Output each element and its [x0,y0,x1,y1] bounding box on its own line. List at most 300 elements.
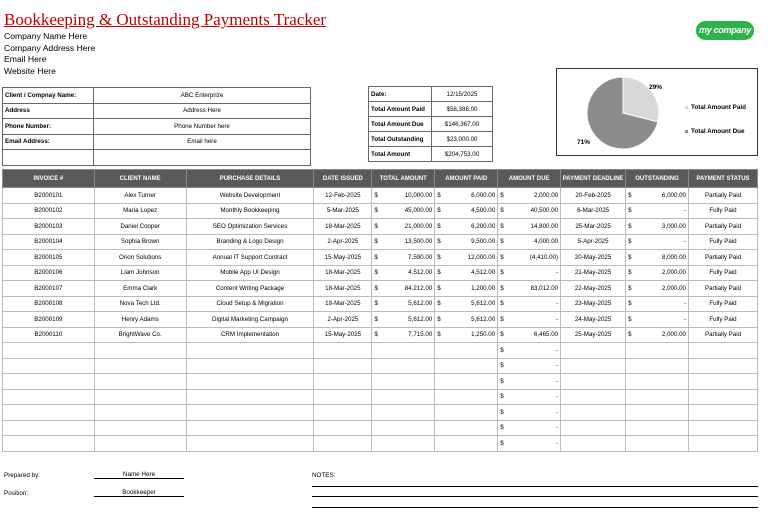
cell-date: 12-Feb-2025 [314,188,372,204]
cell-deadline: 5-Apr-2025 [561,234,626,250]
table-row [3,281,758,297]
column-header: PAYMENT DEADLINE [561,170,626,188]
summary-row [369,132,493,147]
summary-label: Total Outstanding [369,132,432,147]
table-row [3,327,758,343]
client-info-label [3,150,94,166]
cell-invoice [3,389,95,405]
table-row-empty [3,405,758,421]
cell-client [94,358,186,374]
cell-due-value: 14,800.00 [530,222,559,230]
cell-paid [435,327,498,343]
cell-due-value: - [556,393,559,401]
column-header: TOTAL AMOUNT [372,170,435,188]
cell-deadline: 21-May-2025 [561,265,626,281]
cell-date [314,343,372,359]
payment-pie-chart [556,68,758,156]
cell-due [498,250,561,266]
table-row [3,203,758,219]
cell-date: 5-Mar-2025 [314,203,372,219]
cell-total-value: 5,612.00 [408,315,433,323]
table-header-row [3,170,758,188]
currency-symbol: $ [500,207,504,215]
currency-symbol: $ [500,284,504,292]
cell-paid [435,436,498,452]
currency-symbol: $ [628,191,632,199]
cell-date [314,436,372,452]
currency-symbol: $ [437,253,441,261]
column-header: DATE ISSUED [314,170,372,188]
cell-paid [435,250,498,266]
legend-label-due: Total Amount Due [691,128,745,135]
table-row [3,188,758,204]
column-header: CLIENT NAME [94,170,186,188]
cell-total [372,405,435,421]
cell-deadline: 6-Mar-2025 [561,203,626,219]
cell-due [498,327,561,343]
notes-line-1 [312,486,758,487]
cell-details: SEO Optimization Services [186,219,314,235]
cell-deadline: 22-May-2025 [561,281,626,297]
cell-total [372,436,435,452]
column-header: INVOICE # [3,170,95,188]
table-row-empty [3,436,758,452]
cell-outstanding [626,436,689,452]
cell-due-value: - [556,362,559,370]
client-info-value: Email here [94,134,311,150]
cell-paid [435,405,498,421]
column-header: OUTSTANDING [626,170,689,188]
cell-status [689,343,758,359]
cell-due-value: 4,000.00 [534,238,559,246]
currency-symbol: $ [437,207,441,215]
column-header: PURCHASE DETAILS [186,170,314,188]
currency-symbol: $ [500,408,504,416]
cell-due-value: - [556,269,559,277]
cell-details: Monthly Bookkeeping [186,203,314,219]
cell-total-value: 5,612.00 [408,300,433,308]
company-name: Company Name Here [4,31,88,41]
cell-outstanding [626,343,689,359]
cell-client [94,405,186,421]
cell-paid [435,343,498,359]
summary-label: Date: [369,87,432,102]
cell-outstanding [626,265,689,281]
currency-symbol: $ [500,331,504,339]
cell-date: 18-Mar-2025 [314,281,372,297]
cell-deadline [561,389,626,405]
summary-label: Total Amount Due [369,117,432,132]
summary-value: 12/15/2025 [432,87,493,102]
currency-symbol: $ [500,253,504,261]
currency-symbol: $ [437,238,441,246]
cell-invoice: B2000105 [3,250,95,266]
cell-status: Partially Paid [689,281,758,297]
cell-outstanding-value: 2,000.00 [661,331,686,339]
notes-label: NOTES: [312,472,336,479]
cell-due [498,405,561,421]
cell-status [689,420,758,436]
currency-symbol: $ [500,393,504,401]
cell-paid [435,389,498,405]
table-row-empty [3,420,758,436]
currency-symbol: $ [374,191,378,199]
currency-symbol: $ [500,222,504,230]
cell-client: Nova Tech Ltd. [94,296,186,312]
cell-due [498,188,561,204]
currency-symbol: $ [374,222,378,230]
cell-deadline: 25-Mar-2025 [561,219,626,235]
cell-due [498,420,561,436]
cell-date: 15-May-2025 [314,250,372,266]
cell-due [498,343,561,359]
cell-outstanding-value: - [683,207,686,215]
currency-symbol: $ [374,207,378,215]
currency-symbol: $ [437,315,441,323]
position-label: Position: [4,490,29,497]
currency-symbol: $ [374,331,378,339]
cell-due-value: - [556,346,559,354]
cell-due-value: - [556,300,559,308]
cell-due-value: - [556,315,559,323]
cell-status [689,405,758,421]
cell-outstanding [626,296,689,312]
cell-due-value: (4,410.00) [529,253,559,261]
cell-invoice [3,374,95,390]
summary-label: Total Amount [369,147,432,162]
cell-outstanding-value: - [683,315,686,323]
column-header: PAYMENT STATUS [689,170,758,188]
summary-row [369,87,493,102]
cell-paid-value: 12,000.00 [467,253,496,261]
cell-total-value: 7,715.00 [408,331,433,339]
currency-symbol: $ [437,284,441,292]
currency-symbol: $ [437,331,441,339]
currency-symbol: $ [628,300,632,308]
cell-outstanding [626,219,689,235]
cell-paid [435,358,498,374]
cell-invoice: B2000103 [3,219,95,235]
currency-symbol: $ [437,191,441,199]
currency-symbol: $ [628,238,632,246]
cell-paid [435,296,498,312]
cell-paid [435,312,498,328]
currency-symbol: $ [374,269,378,277]
legend-marker-due [685,130,688,133]
cell-date: 18-Mar-2025 [314,296,372,312]
cell-client: Henry Adams [94,312,186,328]
cell-client: BrightWave Co. [94,327,186,343]
cell-total-value: 4,512.00 [408,269,433,277]
currency-symbol: $ [374,238,378,246]
cell-deadline: 24-May-2025 [561,312,626,328]
cell-invoice: B2000108 [3,296,95,312]
cell-total [372,358,435,374]
cell-outstanding-value: 2,000.00 [661,269,686,277]
summary-value: $204,753.00 [432,147,493,162]
cell-total [372,327,435,343]
currency-symbol: $ [628,284,632,292]
cell-status: Fully Paid [689,234,758,250]
cell-details [186,374,314,390]
cell-details [186,405,314,421]
cell-paid [435,281,498,297]
cell-due-value: 40,500.00 [530,207,559,215]
cell-details: Branding & Logo Design [186,234,314,250]
currency-symbol: $ [500,362,504,370]
cell-paid-value: 5,612.00 [471,315,496,323]
currency-symbol: $ [437,269,441,277]
client-info-label: Phone Number: [3,119,94,135]
client-info-row [3,134,311,150]
cell-status: Fully Paid [689,203,758,219]
summary-value: $58,386.00 [432,102,493,117]
cell-due [498,265,561,281]
cell-due [498,358,561,374]
summary-table [368,86,493,162]
cell-date: 2-Apr-2025 [314,234,372,250]
cell-status [689,436,758,452]
cell-status [689,389,758,405]
cell-deadline [561,405,626,421]
cell-status: Fully Paid [689,296,758,312]
cell-deadline: 25-May-2025 [561,327,626,343]
cell-invoice: B2000102 [3,203,95,219]
cell-due [498,296,561,312]
table-row-empty [3,358,758,374]
cell-deadline [561,374,626,390]
cell-due [498,219,561,235]
cell-due [498,312,561,328]
cell-details: Website Development [186,188,314,204]
cell-details [186,420,314,436]
cell-invoice [3,436,95,452]
currency-symbol: $ [500,315,504,323]
cell-total-value: 84,212.00 [404,284,433,292]
currency-symbol: $ [374,300,378,308]
cell-details: Cloud Setup & Migration [186,296,314,312]
page-title: Bookkeeping & Outstanding Payments Tracker [4,10,327,29]
cell-due [498,203,561,219]
cell-details [186,389,314,405]
company-email: Email Here [4,54,47,64]
legend-label-paid: Total Amount Paid [691,104,746,111]
client-info-row [3,103,311,119]
client-info-label: Email Address: [3,134,94,150]
cell-details: Content Writing Package [186,281,314,297]
cell-due [498,281,561,297]
currency-symbol: $ [500,346,504,354]
cell-details: Annual IT Support Contract [186,250,314,266]
client-info-label: Address [3,103,94,119]
currency-symbol: $ [500,238,504,246]
cell-total [372,281,435,297]
currency-symbol: $ [374,315,378,323]
currency-symbol: $ [628,315,632,323]
cell-invoice [3,405,95,421]
currency-symbol: $ [437,222,441,230]
cell-outstanding-value: 8,000.00 [661,253,686,261]
cell-total-value: 21,000.00 [404,222,433,230]
currency-symbol: $ [437,300,441,308]
cell-outstanding [626,312,689,328]
table-row [3,219,758,235]
client-info-row [3,119,311,135]
cell-due [498,234,561,250]
cell-due-value: - [556,408,559,416]
cell-details: Digital Marketing Campaign [186,312,314,328]
cell-date: 15-May-2025 [314,327,372,343]
cell-paid-value: 1,200.00 [471,284,496,292]
cell-paid [435,219,498,235]
table-row [3,234,758,250]
cell-paid-value: 4,500.00 [471,207,496,215]
prepared-by-value: Name Here [94,471,184,479]
cell-date: 18-Mar-2025 [314,265,372,281]
column-header: AMOUNT PAID [435,170,498,188]
cell-invoice: B2000106 [3,265,95,281]
cell-client [94,374,186,390]
cell-due-value: - [556,377,559,385]
cell-total [372,312,435,328]
cell-outstanding [626,374,689,390]
cell-invoice: B2000110 [3,327,95,343]
summary-value: $23,000.00 [432,132,493,147]
table-row-empty [3,374,758,390]
summary-row [369,117,493,132]
cell-outstanding [626,405,689,421]
cell-status: Partially Paid [689,219,758,235]
cell-invoice: B2000109 [3,312,95,328]
currency-symbol: $ [500,377,504,385]
table-row [3,250,758,266]
cell-paid [435,420,498,436]
currency-symbol: $ [628,207,632,215]
cell-status: Partially Paid [689,188,758,204]
client-info-row [3,88,311,104]
cell-client: Sophia Brown [94,234,186,250]
cell-date: 2-Apr-2025 [314,312,372,328]
cell-total-value: 45,000.00 [404,207,433,215]
cell-invoice: B2000107 [3,281,95,297]
currency-symbol: $ [500,300,504,308]
cell-total-value: 7,590.00 [408,253,433,261]
currency-symbol: $ [500,424,504,432]
pie-label-paid: 29% [649,84,663,91]
cell-deadline [561,420,626,436]
company-logo: my company [696,21,754,40]
cell-status: Fully Paid [689,265,758,281]
cell-date: 18-Mar-2025 [314,219,372,235]
cell-outstanding [626,234,689,250]
company-website: Website Here [4,65,56,76]
currency-symbol: $ [500,191,504,199]
cell-total [372,250,435,266]
cell-deadline [561,343,626,359]
cell-paid-value: 9,500.00 [471,238,496,246]
cell-due-value: - [556,439,559,447]
cell-due [498,389,561,405]
cell-outstanding-value: - [683,300,686,308]
cell-date [314,420,372,436]
cell-deadline: 20-May-2025 [561,250,626,266]
cell-paid-value: 6,200.00 [471,222,496,230]
cell-paid-value: 8,000.00 [471,191,496,199]
currency-symbol: $ [628,222,632,230]
client-info-table [2,87,311,166]
cell-due-value: 83,012.00 [530,284,559,292]
currency-symbol: $ [374,253,378,261]
invoice-table [2,169,758,452]
notes-line-2 [312,496,758,497]
cell-details: Mobile App UI Design [186,265,314,281]
cell-invoice [3,420,95,436]
client-info-value [94,150,311,166]
cell-outstanding [626,389,689,405]
cell-status: Partially Paid [689,250,758,266]
cell-client: Alex Turner [94,188,186,204]
notes-line-3 [312,507,758,508]
pie-label-due: 71% [577,139,591,146]
company-address: Company Address Here [4,42,96,53]
cell-total [372,296,435,312]
cell-client [94,436,186,452]
cell-paid [435,265,498,281]
cell-status [689,374,758,390]
summary-label: Total Amount Paid [369,102,432,117]
cell-client: Orion Solutions [94,250,186,266]
cell-details [186,358,314,374]
currency-symbol: $ [500,439,504,447]
cell-due-value: 2,000.00 [534,191,559,199]
cell-outstanding [626,203,689,219]
summary-value: $146,367.00 [432,117,493,132]
currency-symbol: $ [628,253,632,261]
cell-total [372,343,435,359]
cell-deadline: 20-Feb-2025 [561,188,626,204]
cell-outstanding-value: - [683,238,686,246]
cell-outstanding-value: 2,000.00 [661,284,686,292]
cell-status [689,358,758,374]
cell-details: CRM Implementation [186,327,314,343]
cell-total [372,265,435,281]
legend-marker-paid [685,106,688,109]
cell-client [94,343,186,359]
currency-symbol: $ [374,284,378,292]
cell-outstanding [626,250,689,266]
cell-due-value: - [556,424,559,432]
cell-total [372,389,435,405]
cell-due-value: 6,465.00 [534,331,559,339]
cell-paid [435,234,498,250]
cell-deadline [561,358,626,374]
table-row-empty [3,343,758,359]
cell-total [372,203,435,219]
summary-row [369,102,493,117]
cell-invoice [3,343,95,359]
client-info-value: ABC Enterprize [94,88,311,104]
table-row-empty [3,389,758,405]
cell-total-value: 10,000.00 [404,191,433,199]
table-row [3,312,758,328]
cell-paid [435,374,498,390]
cell-outstanding [626,281,689,297]
cell-client: Maria Lopez [94,203,186,219]
cell-client: Liam Johnson [94,265,186,281]
cell-client: Emma Clark [94,281,186,297]
cell-outstanding-value: 6,000.00 [661,191,686,199]
cell-total [372,234,435,250]
